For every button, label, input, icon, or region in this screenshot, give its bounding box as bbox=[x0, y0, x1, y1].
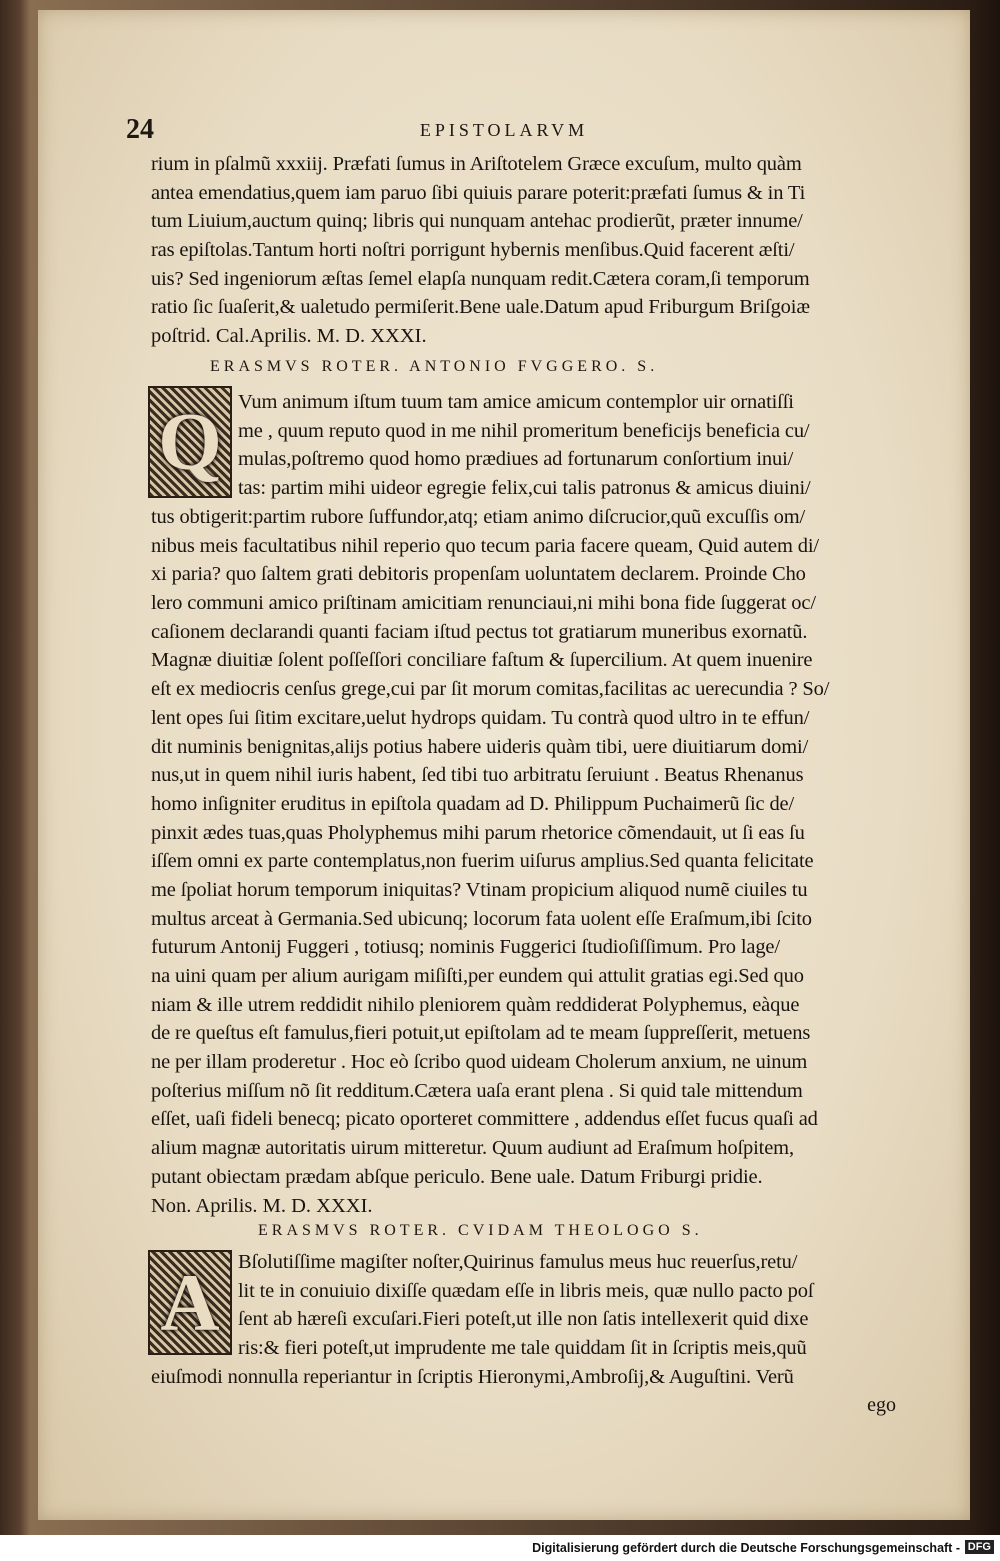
letter2-body bbox=[151, 1363, 941, 1392]
letter-heading: ERASMVS ROTER. CVIDAM THEOLOGO S. bbox=[258, 1222, 703, 1239]
initial-letter: Q bbox=[158, 396, 222, 487]
text-line: de re queſtus eſt famulus,fieri potuit,ut epiſtolam ad te meam ſuppreſſerit, metuens bbox=[151, 1022, 811, 1045]
text-line: caſionem declarandi quanti faciam iſtud pectus tot gratiarum muneribus exornatũ. bbox=[151, 620, 808, 643]
letter-heading: ERASMVS ROTER. ANTONIO FVGGERO. S. bbox=[210, 358, 659, 375]
text-line: putant obiectam prædam abſque periculo. Bene uale. Datum Friburgi pridie. bbox=[151, 1165, 763, 1188]
text-line: ris:& fieri poteſt,ut imprudente me tale quiddam ſit in ſcriptis meis,quũ bbox=[238, 1337, 807, 1360]
text-line: ſent ab hæreſi excuſari.Fieri poteſt,ut ille non ſatis intellexerit quid dixe bbox=[238, 1308, 809, 1331]
initial-letter: A bbox=[160, 1256, 220, 1348]
text-line: multus arceat à Germania.Sed ubicunq; locorum fata uolent eſſe Eraſmum,ibi ſcito bbox=[151, 907, 812, 930]
catchword: ego bbox=[867, 1394, 896, 1416]
text-line: lent opes ſui ſitim excitare,uelut hydrops quidam. Tu contrà quod ultro in te effun/ bbox=[151, 706, 810, 729]
letter1-body bbox=[151, 503, 941, 1220]
running-head bbox=[38, 110, 970, 150]
text-line: xi paria? quo ſaltem grati debitoris propenſam uoluntatem declarem. Proinde Cho bbox=[151, 563, 806, 586]
text-line: eiuſmodi nonnulla reperiantur in ſcriptis Hieronymi,Ambroſij,& Auguſtini. Verũ bbox=[151, 1366, 794, 1388]
text-line: mulas,poſtremo quod homo prædiues ad fortunarum conſortium inui/ bbox=[238, 448, 794, 471]
text-line: niam & ille utrem reddidit nihilo pleniorem quàm reddiderat Polyphemus, eàque bbox=[151, 993, 800, 1016]
text-line: Vum animum iſtum tuum tam amice amicum contemplor uir ornatiſſi bbox=[238, 391, 794, 413]
decorated-initial bbox=[148, 386, 232, 498]
text-line: me ſpoliat horum temporum iniquitas? Vtinam propicium aliquod numẽ ciuiles tu bbox=[151, 878, 808, 901]
text-line: eſt ex mediocris cenſus grege,cui par ſit morum comitas,facilitas ac uerecundia ? So/ bbox=[151, 678, 830, 701]
text-line: futurum Antonij Fuggeri , totiusq; nominis Fuggerici ſtudioſiſſimum. Pro lage/ bbox=[151, 936, 780, 959]
text-line: ras epiſtolas.Tantum horti noſtri porrigunt hybernis menſibus.Quid facerent æſti/ bbox=[151, 239, 795, 262]
text-line: ratio ſic ſuaſerit,& ualetudo permiſerit.Bene uale.Datum apud Friburgum Briſgoiæ bbox=[151, 296, 810, 319]
letter2-opening bbox=[238, 1248, 943, 1363]
text-line: nibus meis facultatibus nihil reperio quo tecum paria facere queam, Quid autem di/ bbox=[151, 534, 819, 557]
running-title: EPISTOLARVM bbox=[419, 120, 589, 140]
text-line: eſſet, uaſi fideli benecq; picato oporteret committere , addendus eſſet fucus quaſi ad bbox=[151, 1108, 818, 1131]
dfg-logo: DFG bbox=[965, 1540, 994, 1554]
letter1-opening bbox=[238, 388, 943, 503]
text-line: dit numinis benignitas,alijs potius habere uideris quàm tibi, uere diuitiarum domi/ bbox=[151, 735, 809, 758]
text-line: lit te in conuiuio dixiſſe quædam eſſe in libris meis, quæ nullo pacto poſ bbox=[238, 1279, 814, 1302]
footer-bar bbox=[0, 1535, 1000, 1561]
text-line: na uini quam per alium aurigam miſiſti,per eundem qui attulit gratias egi.Sed quo bbox=[151, 965, 804, 987]
text-line: uis? Sed ingeniorum æſtas ſemel elapſa nunquam redit.Cætera coram,ſi temporum bbox=[151, 267, 810, 290]
text-line: me , quum reputo quod in me nihil promeritum beneficijs beneficia cu/ bbox=[238, 419, 810, 442]
text-line: nus,ut in quem nihil iuris habent, ſed tibi tuo arbitratu ſeruiunt . Beatus Rhenanus bbox=[151, 764, 804, 787]
text-line: tus obtigerit:partim rubore ſuffundor,atq; etiam animo diſcrucior,quũ excuſſis om/ bbox=[151, 506, 806, 528]
text-line: homo inſigniter eruditus in epiſtola quadam ad D. Philippum Puchaimerũ ſic de/ bbox=[151, 792, 795, 815]
text-line: Magnæ diuitiæ ſolent poſſeſſori conciliare faſtum & ſupercilium. At quem inuenire bbox=[151, 649, 813, 672]
text-line: ne per illam proderetur . Hoc eò ſcribo quod uideam Cholerum anxium, ne uinum bbox=[151, 1051, 808, 1074]
text-line: tas: partim mihi uideor egregie felix,cui talis patronus & amicus diuini/ bbox=[238, 477, 811, 500]
text-line: antea emendatius,quem iam paruo ſibi quiuis parare poterit:præfati ſumus & in Ti bbox=[151, 181, 806, 204]
text-line: Bſolutiſſime magiſter noſter,Quirinus famulus meus huc reuerſus,retu/ bbox=[238, 1251, 798, 1273]
text-line: rium in pſalmũ xxxiij. Præfati ſumus in Ariſtotelem Græce excuſum, multo quàm bbox=[151, 153, 802, 175]
text-line: pinxit ædes tuas,quas Pholyphemus mihi parum rhetorice cõmendauit, ut ſi eas ſu bbox=[151, 821, 805, 844]
date-line: poſtrid. Cal.Aprilis. M. D. XXXI. bbox=[151, 325, 427, 348]
footer-credit: Digitalisierung gefördert durch die Deutsche Forschungsgemeinschaft - bbox=[532, 1541, 960, 1555]
page-number: 24 bbox=[126, 114, 154, 145]
text-line: iſſem omni ex parte contemplatus,non fuerim uiſurus amplius.Sed quanta felicitate bbox=[151, 850, 814, 873]
text-line: lero communi amico priſtinam amicitiam renunciaui,ni mihi bona fide ſuggerat oc/ bbox=[151, 592, 816, 615]
text-block-continuation bbox=[151, 150, 941, 351]
date-line: Non. Aprilis. M. D. XXXI. bbox=[151, 1194, 373, 1217]
text-line: alium magnæ autoritatis uirum mitteretur. Quum audiunt ad Eraſmum hoſpitem, bbox=[151, 1137, 794, 1160]
decorated-initial bbox=[148, 1250, 232, 1355]
book-page bbox=[38, 10, 970, 1520]
text-line: poſterius miſſum nõ ſit redditum.Cætera uaſa erant plena . Si quid tale mittendum bbox=[151, 1079, 803, 1102]
text-line: tum Liuium,auctum quinq; libris qui nunquam antehac prodierũt, præter innume/ bbox=[151, 210, 803, 233]
